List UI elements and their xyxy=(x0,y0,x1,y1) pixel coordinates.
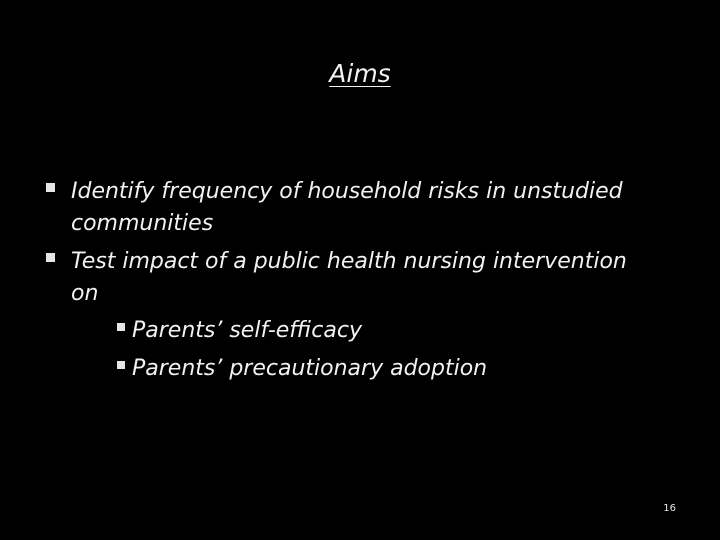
bullet-item xyxy=(44,176,684,240)
sub-bullet-item xyxy=(116,350,487,388)
page-number: 16 xyxy=(663,503,676,514)
square-bullet-icon xyxy=(46,183,55,192)
sub-bullet-text: Parents’ precautionary adoption xyxy=(132,356,488,381)
bullet-text-line: communities xyxy=(71,211,214,236)
bullet-item xyxy=(44,246,684,310)
bullet-text-line: Test impact of a public health nursing intervention xyxy=(71,249,627,274)
sub-bullet-list xyxy=(116,312,487,388)
square-bullet-icon xyxy=(117,361,125,369)
slide-title: Aims xyxy=(329,59,391,88)
sub-bullet-item xyxy=(116,312,487,350)
bullet-list xyxy=(44,176,684,310)
square-bullet-icon xyxy=(46,253,55,262)
bullet-text-line: on xyxy=(71,281,99,306)
square-bullet-icon xyxy=(117,323,125,331)
bullet-text-line: Identify frequency of household risks in unstudied xyxy=(71,179,623,204)
sub-bullet-text: Parents’ self-efficacy xyxy=(132,318,362,343)
